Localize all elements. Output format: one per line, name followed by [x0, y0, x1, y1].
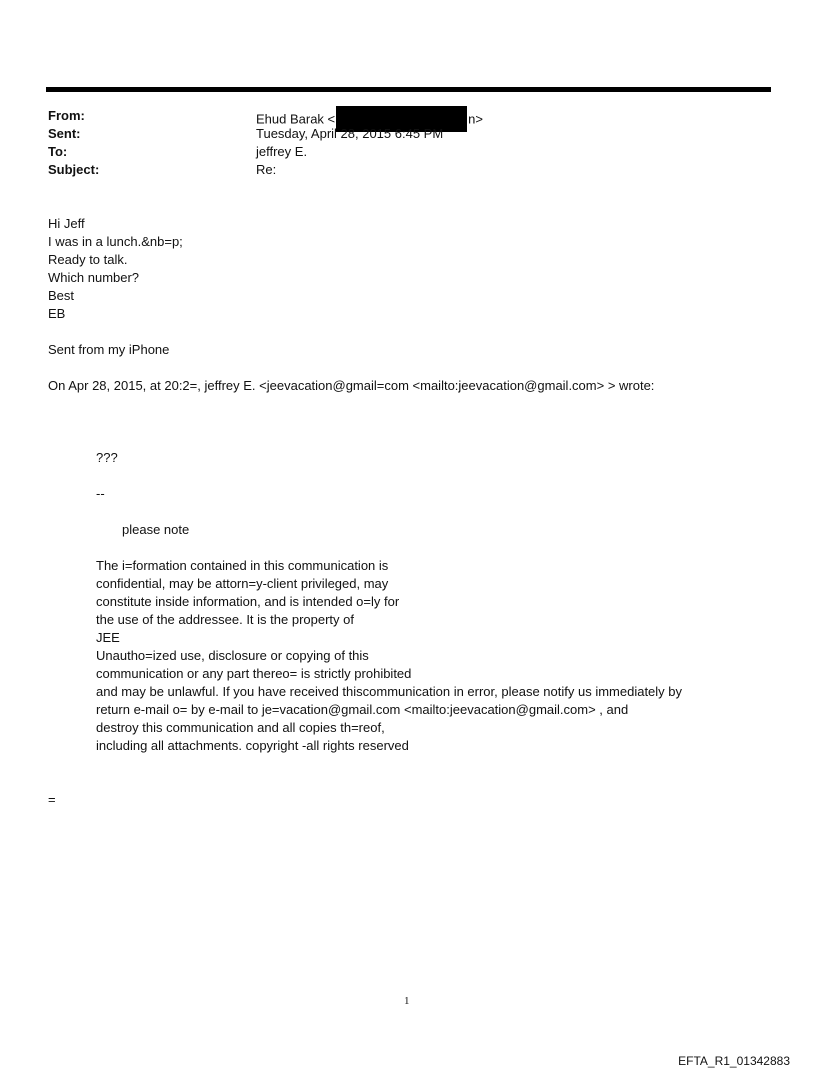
disclaimer-line: confidential, may be attorn=y-client privileged, may — [96, 576, 389, 591]
disclaimer-line: return e-mail o= by e-mail to je=vacation@gmail.com <mailto:jeevacation@gmail.com> , and — [96, 702, 629, 717]
quoted-line: -- — [96, 486, 105, 501]
subject-value: Re: — [256, 162, 277, 177]
header-rule — [46, 87, 771, 92]
from-tail: n> — [468, 111, 483, 127]
disclaimer-line: The i=formation contained in this communication is — [96, 558, 389, 573]
disclaimer-line: destroy this communication and all copies th=reof, — [96, 720, 385, 735]
disclaimer-line: JEE — [96, 630, 120, 645]
disclaimer-line: constitute inside information, and is intended o=ly for — [96, 594, 400, 609]
trailer-mark: = — [48, 792, 56, 807]
body-line: Ready to talk. — [48, 252, 128, 267]
disclaimer-line: and may be unlawful. If you have received thiscommunication in error, please notify us immediately by — [96, 684, 683, 699]
quote-intro: On Apr 28, 2015, at 20:2=, jeffrey E. <jeevacation@gmail=com <mailto:jeevacation@gmail.com> > wrote: — [48, 378, 655, 393]
to-label: To: — [48, 144, 68, 159]
disclaimer-line: Unautho=ized use, disclosure or copying of this — [96, 648, 369, 663]
sent-value: Tuesday, April 28, 2015 6:45 PM — [256, 126, 444, 141]
body-line: EB — [48, 306, 66, 321]
page-number: 1 — [404, 995, 410, 1007]
quoted-line: ??? — [96, 450, 118, 465]
sent-label: Sent: — [48, 126, 81, 141]
disclaimer-line: the use of the addressee. It is the property of — [96, 612, 354, 627]
from-name: Ehud Barak < — [256, 111, 336, 127]
from-label: From: — [48, 108, 85, 123]
subject-label: Subject: — [48, 162, 100, 177]
body-line: Hi Jeff — [48, 216, 85, 231]
please-note: please note — [122, 522, 190, 537]
disclaimer-line: including all attachments. copyright -all rights reserved — [96, 738, 409, 753]
body-line: Which number? — [48, 270, 140, 285]
body-line: I was in a lunch.&nb=p; — [48, 234, 183, 249]
bates-number: EFTA_R1_01342883 — [678, 1054, 790, 1068]
disclaimer-line: communication or any part thereo= is strictly prohibited — [96, 666, 412, 681]
to-value: jeffrey E. — [256, 144, 308, 159]
signature: Sent from my iPhone — [48, 342, 170, 357]
body-line: Best — [48, 288, 75, 303]
